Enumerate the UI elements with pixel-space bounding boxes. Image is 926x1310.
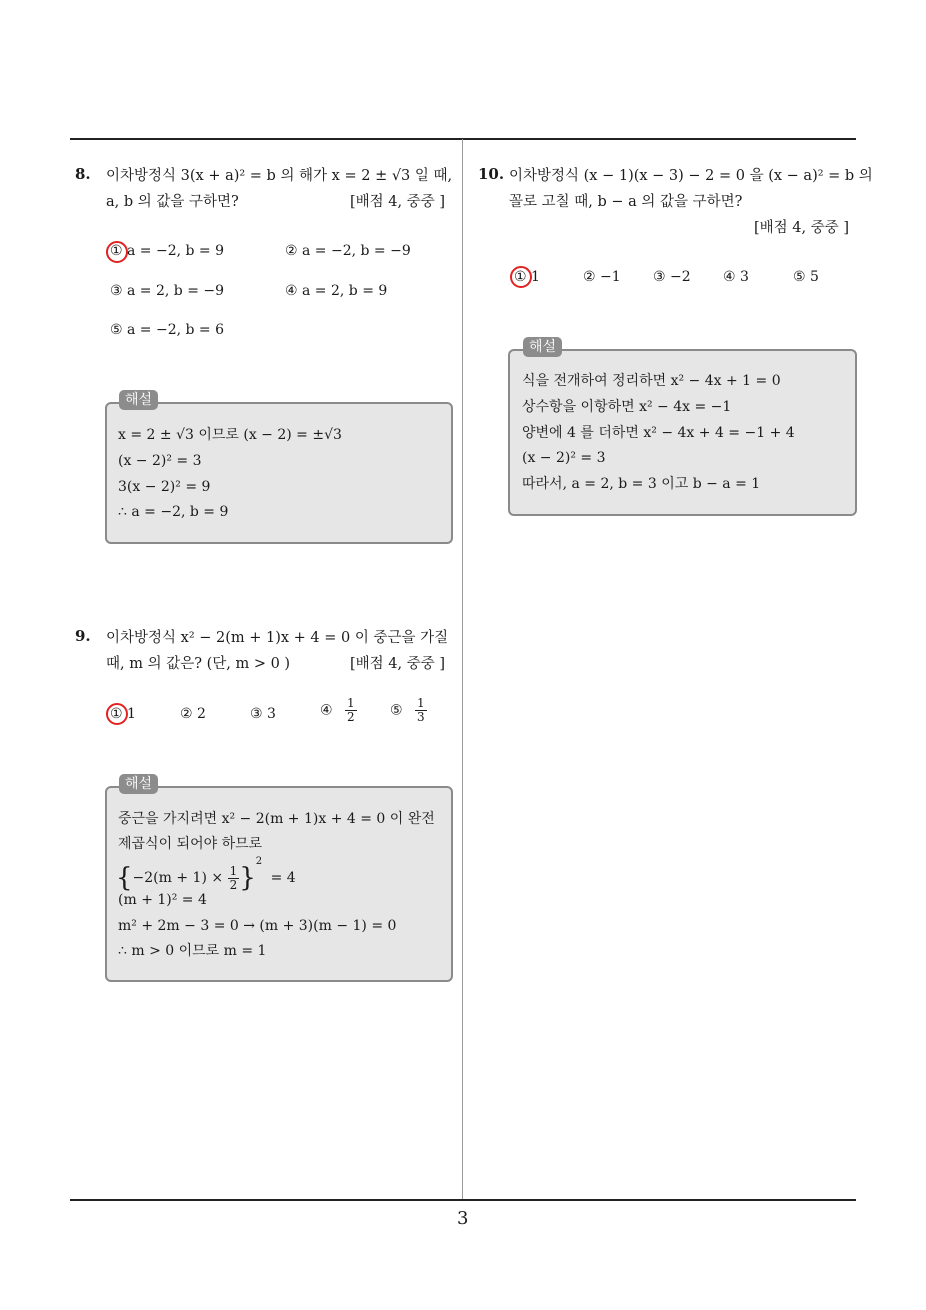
solution-line: 제곱식이 되어야 하므로 (118, 836, 263, 852)
solution-tag: 해설 (523, 337, 562, 357)
choice-4[interactable]: ④ 3 (723, 269, 749, 285)
choice-3[interactable]: ③ 3 (250, 706, 276, 722)
solution-line: 식을 전개하여 정리하면 x² − 4x + 1 = 0 (522, 373, 781, 389)
solution-line: (x − 2)² = 3 (522, 450, 606, 466)
page-number: 3 (457, 1208, 469, 1229)
question-text-line2: 때, m 의 값은? (단, m > 0 ) (106, 656, 291, 672)
question-number: 8. (75, 165, 91, 183)
choice-2[interactable]: ② 2 (180, 706, 206, 722)
choice-4[interactable]: ④ $\frac{1}{2}$ (320, 696, 355, 724)
choice-4[interactable]: ④ a = 2, b = 9 (285, 283, 388, 299)
solution-line: x = 2 ± √3 이므로 (x − 2) = ±√3 (118, 427, 342, 443)
brace-left: { (116, 863, 133, 893)
solution-line: 중근을 가지려면 x² − 2(m + 1)x + 4 = 0 이 완전 (118, 811, 435, 827)
solution-line: 양변에 4 를 더하면 x² − 4x + 4 = −1 + 4 (522, 425, 795, 441)
question-number: 10. (478, 165, 505, 183)
choice-3[interactable]: ③ −2 (653, 269, 691, 285)
column-separator (462, 139, 463, 1201)
solution-line: 3(x − 2)² = 9 (118, 479, 211, 495)
fraction: $\frac{1}{2}$ (229, 863, 238, 892)
top-rule (70, 138, 856, 140)
question-text-line1: 이차방정식 3(x + a)² = b 의 해가 x = 2 ± √3 일 때, (106, 168, 453, 184)
solution-box (105, 402, 453, 544)
solution-line: (x − 2)² = 3 (118, 453, 202, 469)
question-number: 9. (75, 627, 91, 645)
choice-5[interactable]: ⑤ $\frac{1}{3}$ (390, 696, 425, 724)
brace-right: } (239, 863, 256, 893)
choice-1[interactable]: ① 1 (110, 706, 136, 722)
solution-line: m² + 2m − 3 = 0 → (m + 3)(m − 1) = 0 (118, 918, 397, 934)
solution-line: (m + 1)² = 4 (118, 892, 207, 908)
choice-3[interactable]: ③ a = 2, b = −9 (110, 283, 225, 299)
solution-tag: 해설 (119, 390, 158, 410)
choice-2[interactable]: ② −1 (583, 269, 621, 285)
solution-line: 따라서, a = 2, b = 3 이고 b − a = 1 (522, 476, 761, 492)
score-label: [배점 4, 중중 ] (350, 194, 446, 210)
choice-1[interactable]: ① 1 (514, 269, 540, 285)
score-label: [배점 4, 중중 ] (754, 220, 850, 236)
solution-equation: {−2(m + 1) × $\frac{1}{2}$ }$^2$ = 4 (116, 856, 296, 893)
fraction: $\frac{1}{3}$ (417, 696, 425, 724)
solution-line: 상수항을 이항하면 x² − 4x = −1 (522, 399, 732, 415)
question-text-line1: 이차방정식 x² − 2(m + 1)x + 4 = 0 이 중근을 가질 (106, 630, 449, 646)
score-label: [배점 4, 중중 ] (350, 656, 446, 672)
choice-5[interactable]: ⑤ 5 (793, 269, 819, 285)
question-text-line1: 이차방정식 (x − 1)(x − 3) − 2 = 0 을 (x − a)² = b 의 (509, 168, 873, 184)
choice-1[interactable]: ① a = −2, b = 9 (110, 243, 225, 259)
question-text-line2: a, b 의 값을 구하면? (106, 194, 239, 210)
solution-line: ∴ m > 0 이므로 m = 1 (118, 943, 267, 959)
solution-line: ∴ a = −2, b = 9 (118, 504, 229, 520)
solution-tag: 해설 (119, 774, 158, 794)
bottom-rule (70, 1199, 856, 1201)
fraction: $\frac{1}{2}$ (347, 696, 355, 724)
choice-2[interactable]: ② a = −2, b = −9 (285, 243, 411, 259)
choice-5[interactable]: ⑤ a = −2, b = 6 (110, 322, 225, 338)
question-text-line2: 꼴로 고칠 때, b − a 의 값을 구하면? (509, 194, 743, 210)
